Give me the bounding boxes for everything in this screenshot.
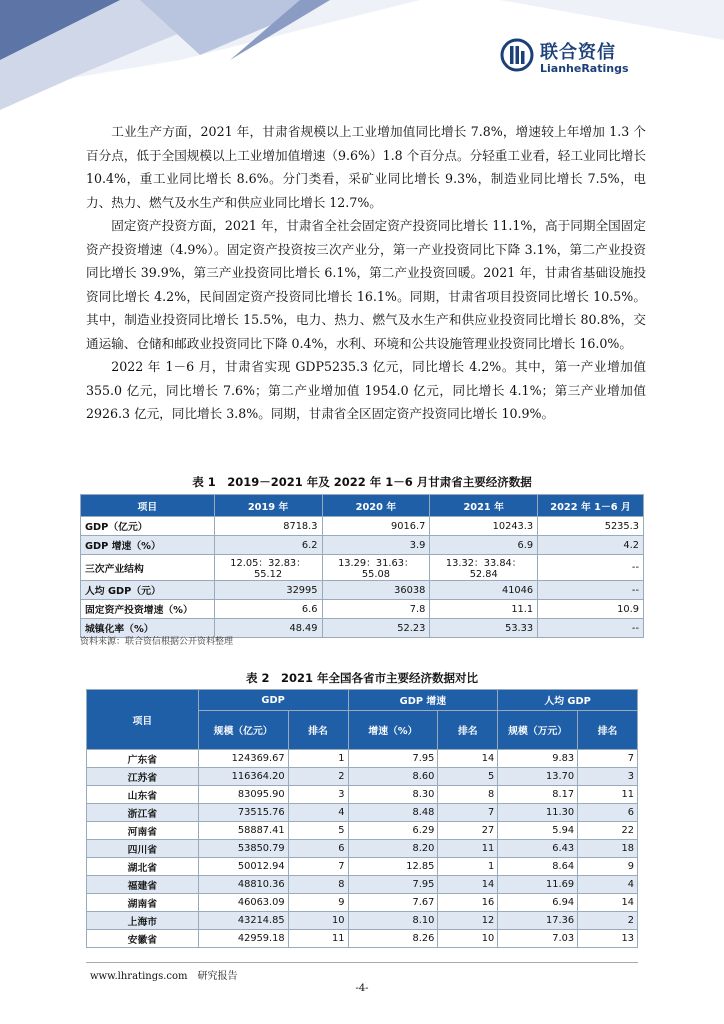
table-cell: 7.8 xyxy=(322,600,430,619)
table-cell: 13.70 xyxy=(498,768,578,786)
table-cell: 2 xyxy=(288,768,348,786)
province-name: 四川省 xyxy=(87,840,199,858)
table-cell: 6 xyxy=(578,804,638,822)
table-cell: 73515.76 xyxy=(198,804,288,822)
paragraph-industry: 工业生产方面，2021 年，甘肃省规模以上工业增加值同比增长 7.8%，增速较上年增加 1.3 个百分点，低于全国规模以上工业增加值增速（9.6%）1.8 个百分点。分轻重工业看，轻工业同比增长 10.4%，重工业同比增长 8.6%。分门类看，采矿业同比增长 9.3%，制造业同比增长 7.5%，电力、热力、燃气及水生产和供应业同比增长 12.7%。 xyxy=(86,124,646,210)
table1-source: 资料来源：联合资信根据公开资料整理 xyxy=(80,637,234,647)
table-row xyxy=(81,536,644,555)
table-cell: 6.43 xyxy=(498,840,578,858)
table-cell: -- xyxy=(538,581,644,600)
table-cell: 14 xyxy=(438,750,498,768)
table-cell: 城镇化率（%） xyxy=(81,619,215,638)
table1-header: 2019 年 xyxy=(214,495,322,517)
table-cell: 三次产业结构 xyxy=(81,555,215,581)
table2-title: 表 2 2021 年全国各省市主要经济数据对比 xyxy=(245,671,478,685)
table-row xyxy=(87,822,638,840)
table-cell: 人均 GDP（元） xyxy=(81,581,215,600)
table-row xyxy=(81,581,644,600)
table-cell: 8718.3 xyxy=(214,517,322,536)
table-cell: 11 xyxy=(288,930,348,948)
table-cell: 固定资产投资增速（%） xyxy=(81,600,215,619)
table-cell: 41046 xyxy=(430,581,538,600)
brand-name-en: LianheRatings xyxy=(540,62,629,75)
table1-title: 表 1 2019－2021 年及 2022 年 1－6 月甘肃省主要经济数据 xyxy=(192,475,532,489)
table-cell: 9 xyxy=(578,858,638,876)
table-row xyxy=(81,555,644,581)
footer-divider xyxy=(86,962,638,963)
table-cell: 3.9 xyxy=(322,536,430,555)
table2-sub-header: 排名 xyxy=(288,711,348,750)
table-cell: 116364.20 xyxy=(198,768,288,786)
table-cell: 17.36 xyxy=(498,912,578,930)
table-cell: 11.1 xyxy=(430,600,538,619)
table-row xyxy=(81,600,644,619)
table-cell: 8.20 xyxy=(348,840,438,858)
table-cell: 12.05：32.83：55.12 xyxy=(214,555,322,581)
province-name: 湖南省 xyxy=(87,894,199,912)
table-cell: 11 xyxy=(438,840,498,858)
table-cell: 22 xyxy=(578,822,638,840)
table-cell: 11 xyxy=(578,786,638,804)
table-cell: 4.2 xyxy=(538,536,644,555)
report-body xyxy=(86,120,646,426)
table-cell: 48810.36 xyxy=(198,876,288,894)
table-cell: 14 xyxy=(438,876,498,894)
table-cell: 52.23 xyxy=(322,619,430,638)
table-cell: 8.60 xyxy=(348,768,438,786)
table-cell: 1 xyxy=(288,750,348,768)
table-cell: 48.49 xyxy=(214,619,322,638)
table1-header: 项目 xyxy=(81,495,215,517)
province-name: 安徽省 xyxy=(87,930,199,948)
table-cell: 11.30 xyxy=(498,804,578,822)
table2-group-header: GDP 增速 xyxy=(348,690,498,711)
table-cell: 12 xyxy=(438,912,498,930)
table-cell: -- xyxy=(538,619,644,638)
province-name: 浙江省 xyxy=(87,804,199,822)
table-cell: 5 xyxy=(288,822,348,840)
table1-header: 2022 年 1－6 月 xyxy=(538,495,644,517)
table-cell: 5235.3 xyxy=(538,517,644,536)
table1-header-row xyxy=(81,495,644,517)
table-row xyxy=(87,912,638,930)
table2-sub-header: 排名 xyxy=(438,711,498,750)
table-row xyxy=(87,750,638,768)
table2-group-header: GDP xyxy=(198,690,348,711)
paragraph-2022: 2022 年 1－6 月，甘肃省实现 GDP5235.3 亿元，同比增长 4.2%。其中，第一产业增加值 355.0 亿元，同比增长 7.6%；第二产业增加值 1954.0 亿元，同比增长 4.1%；第三产业增加值 2926.3 亿元，同比增长 3.8%。同期，甘肃省全区固定资产投资同比增长 10.9%。 xyxy=(86,359,646,421)
table-row xyxy=(87,804,638,822)
table-cell: 10 xyxy=(288,912,348,930)
table1-header: 2021 年 xyxy=(430,495,538,517)
table-cell: 8 xyxy=(288,876,348,894)
table2-sub-header: 增速（%） xyxy=(348,711,438,750)
table-cell: 9 xyxy=(288,894,348,912)
paragraph-investment: 固定资产投资方面，2021 年，甘肃省全社会固定资产投资同比增长 11.1%，高于同期全国固定资产投资增速（4.9%）。固定资产投资按三次产业分，第一产业投资同比下降 3.1%，第二产业投资同比增长 39.9%，第三产业投资同比增长 6.1%，第二产业投资回暖。2021 年，甘肃省基础设施投资同比增长 4.2%，民间固定资产投资同比增长 16.1%。同期，甘肃省项目投资同比增长 10.5%。其中，制造业投资同比增长 15.5%，电力、热力、燃气及水生产和供应业投资同比增长 80.8%，交通运输、仓储和邮政业投资同比下降 0.4%，水利、环境和公共设施管理业投资同比增长 16.0%。 xyxy=(86,218,646,351)
table-cell: 7 xyxy=(578,750,638,768)
page-number: -4- xyxy=(355,983,369,994)
table-cell: 7 xyxy=(288,858,348,876)
table2-sub-header: 排名 xyxy=(578,711,638,750)
table-cell: 36038 xyxy=(322,581,430,600)
table-cell: 7.95 xyxy=(348,876,438,894)
table-cell: GDP（亿元） xyxy=(81,517,215,536)
table-cell: 53.33 xyxy=(430,619,538,638)
table-cell: 16 xyxy=(438,894,498,912)
table-cell: 42959.18 xyxy=(198,930,288,948)
table2-header-item: 项目 xyxy=(87,690,199,750)
table-cell: 7 xyxy=(438,804,498,822)
table-cell: 14 xyxy=(578,894,638,912)
table-cell: 6.6 xyxy=(214,600,322,619)
table-cell: GDP 增速（%） xyxy=(81,536,215,555)
table-row xyxy=(87,858,638,876)
table-cell: 13 xyxy=(578,930,638,948)
table-row xyxy=(87,876,638,894)
table-cell: 2 xyxy=(578,912,638,930)
province-name: 福建省 xyxy=(87,876,199,894)
table-cell: -- xyxy=(538,555,644,581)
table-cell: 43214.85 xyxy=(198,912,288,930)
table-cell: 5 xyxy=(438,768,498,786)
table-row xyxy=(87,894,638,912)
table-row xyxy=(87,786,638,804)
table-cell: 50012.94 xyxy=(198,858,288,876)
table-cell: 10243.3 xyxy=(430,517,538,536)
table-cell: 4 xyxy=(288,804,348,822)
table-cell: 6.9 xyxy=(430,536,538,555)
table-cell: 9.83 xyxy=(498,750,578,768)
table2-group-row xyxy=(87,690,638,711)
table-cell: 53850.79 xyxy=(198,840,288,858)
table-cell: 4 xyxy=(578,876,638,894)
brand-logo xyxy=(500,38,660,78)
table-cell: 7.67 xyxy=(348,894,438,912)
table-cell: 6.94 xyxy=(498,894,578,912)
table-cell: 6 xyxy=(288,840,348,858)
table1-header: 2020 年 xyxy=(322,495,430,517)
table-cell: 3 xyxy=(578,768,638,786)
table2-group-header: 人均 GDP xyxy=(498,690,638,711)
province-name: 江苏省 xyxy=(87,768,199,786)
table-cell: 18 xyxy=(578,840,638,858)
brand-name-cn: 联合资信 xyxy=(540,42,616,63)
table-cell: 27 xyxy=(438,822,498,840)
province-name: 上海市 xyxy=(87,912,199,930)
table-cell: 32995 xyxy=(214,581,322,600)
table-cell: 7.95 xyxy=(348,750,438,768)
table-row xyxy=(87,930,638,948)
table-cell: 11.69 xyxy=(498,876,578,894)
table-cell: 8.30 xyxy=(348,786,438,804)
table-cell: 8.64 xyxy=(498,858,578,876)
table-cell: 3 xyxy=(288,786,348,804)
table-cell: 7.03 xyxy=(498,930,578,948)
table2-sub-header: 规模（亿元） xyxy=(198,711,288,750)
table-cell: 13.32：33.84：52.84 xyxy=(430,555,538,581)
table-cell: 9016.7 xyxy=(322,517,430,536)
table-cell: 6.2 xyxy=(214,536,322,555)
table-cell: 10.9 xyxy=(538,600,644,619)
table-cell: 5.94 xyxy=(498,822,578,840)
province-name: 山东省 xyxy=(87,786,199,804)
table-cell: 8 xyxy=(438,786,498,804)
table2-province-comparison xyxy=(86,689,638,948)
table2-sub-header: 规模（万元） xyxy=(498,711,578,750)
table-cell: 12.85 xyxy=(348,858,438,876)
table-cell: 6.29 xyxy=(348,822,438,840)
table-cell: 8.17 xyxy=(498,786,578,804)
province-name: 河南省 xyxy=(87,822,199,840)
table-cell: 8.48 xyxy=(348,804,438,822)
table-cell: 83095.90 xyxy=(198,786,288,804)
table-row xyxy=(81,517,644,536)
table-cell: 8.10 xyxy=(348,912,438,930)
table-cell: 124369.67 xyxy=(198,750,288,768)
table-cell: 46063.09 xyxy=(198,894,288,912)
province-name: 湖北省 xyxy=(87,858,199,876)
table-cell: 1 xyxy=(438,858,498,876)
province-name: 广东省 xyxy=(87,750,199,768)
table-row xyxy=(87,840,638,858)
table-row xyxy=(87,768,638,786)
table-cell: 10 xyxy=(438,930,498,948)
table-cell: 8.26 xyxy=(348,930,438,948)
footer-website: www.lhratings.com 研究报告 xyxy=(90,971,238,982)
table-cell: 13.29：31.63：55.08 xyxy=(322,555,430,581)
table1-gansu-economy xyxy=(80,494,644,638)
lianhe-logo-icon xyxy=(500,38,534,72)
table-cell: 58887.41 xyxy=(198,822,288,840)
